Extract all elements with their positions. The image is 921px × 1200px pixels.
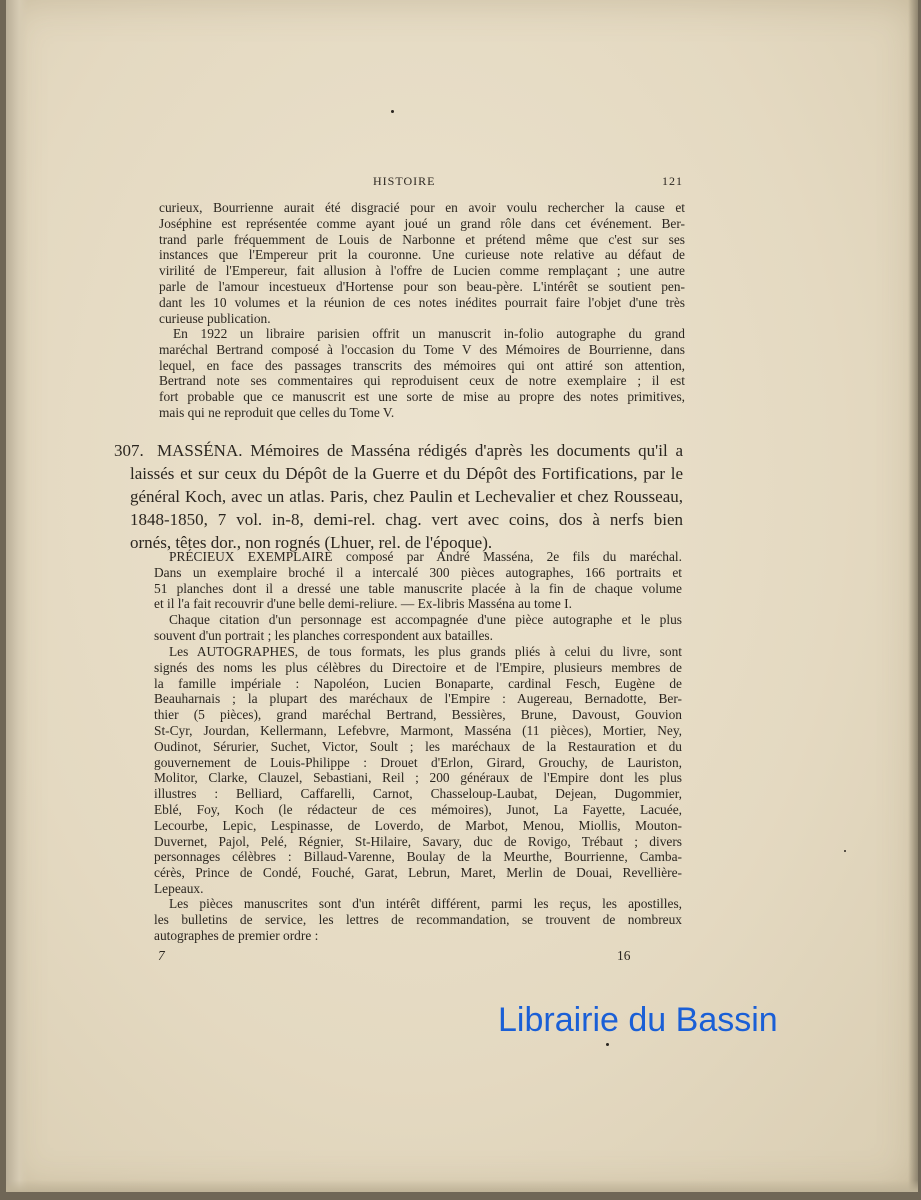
- text-line: thier (5 pièces), grand maréchal Bertrand, Bessières, Brune, Davoust, Gouvion: [154, 707, 682, 723]
- text-line: souvent d'un portrait ; les planches correspondent aux batailles.: [154, 627, 493, 643]
- text-line: Bertrand note ses commentaires qui reproduisent ceux de notre exemplaire ; il est: [159, 373, 685, 389]
- text-line: la famille impériale : Napoléon, Lucien Bonaparte, cardinal Fesch, Eugène de: [154, 675, 682, 691]
- text-line: ornés, têtes dor., non rognés (Lhuer, rel. de l'époque).: [130, 533, 493, 553]
- paragraph-autographes: [154, 644, 682, 897]
- page-edge: [908, 0, 918, 1192]
- text-line: signés des noms les plus célèbres du Directoire et de l'Empire, plusieurs membres de: [154, 659, 682, 675]
- text-line: illustres : Belliard, Caffarelli, Carnot, Chasseloup-Laubat, Dejean, Dugommier,: [154, 786, 682, 802]
- text-line: Chaque citation d'un personnage est accompagnée d'une pièce autographe et le plus: [169, 612, 682, 627]
- text-line: Joséphine est représentée comme ayant joué un grand rôle dans cet événement. Ber-: [159, 215, 685, 231]
- ink-speck: [844, 850, 846, 852]
- text-line: personnages célèbres : Billaud-Varenne, Boulay de la Meurthe, Bourrienne, Camba-: [154, 849, 682, 865]
- sheet-number: 16: [617, 948, 631, 963]
- paragraph-citation: [154, 612, 682, 644]
- text-line: Les pièces manuscrites sont d'un intérêt différent, parmi les reçus, les apostilles,: [169, 896, 682, 911]
- paragraph-manuscript: [159, 326, 685, 421]
- text-line: Molitor, Clarke, Clauzel, Sebastiani, Reil ; 200 généraux de l'Empire dont les plus: [154, 770, 682, 786]
- text-line: Lepeaux.: [154, 880, 204, 896]
- text-line: Oudinot, Sérurier, Suchet, Victor, Soult ; les maréchaux de la Restauration et du: [154, 738, 682, 754]
- lot-title-line: MASSÉNA. Mémoires de Masséna rédigés d'après les documents qu'il a: [157, 441, 683, 460]
- lot-description: [130, 439, 683, 554]
- text-line: Eblé, Foy, Koch (le rédacteur de ces mémoires), Junot, La Fayette, Lacuée,: [154, 801, 682, 817]
- text-line: maréchal Bertrand composé à l'occasion du Tome V des Mémoires de Bourrienne, dans: [159, 341, 685, 357]
- watermark-text: Librairie du Bassin: [498, 1001, 778, 1039]
- text-line: les bulletins de service, les lettres de recommandation, se trouvent de nombreux: [154, 911, 682, 927]
- text-line: En 1922 un libraire parisien offrit un manuscrit in-folio autographe du grand: [173, 326, 685, 341]
- text-line: Duvernet, Pajol, Pelé, Régnier, St-Hilaire, Savary, duc de Rovigo, Trébaut ; divers: [154, 833, 682, 849]
- text-line: cérès, Prince de Condé, Fouché, Garat, Lebrun, Maret, Merlin de Douai, Revellière-: [154, 865, 682, 881]
- text-line: virilité de l'Empereur, fait allusion à l'offre de Lucien comme remplaçant ; une autre: [159, 263, 685, 279]
- page-gutter: [6, 0, 28, 1192]
- paragraph-precieux: [154, 549, 682, 612]
- text-line: dant les 10 volumes et la réunion de ces notes inédites pourrait faire l'objet d'une très: [159, 294, 685, 310]
- text-line: St-Cyr, Jourdan, Kellermann, Lefebvre, Marmont, Masséna (11 pièces), Mortier, Ney,: [154, 722, 682, 738]
- text-line: Lecourbe, Lepic, Lespinasse, de Loverdo, de Marbot, Menou, Miollis, Mouton-: [154, 817, 682, 833]
- text-line: général Koch, avec un atlas. Paris, chez Paulin et Lechevalier et chez Rousseau,: [130, 487, 683, 507]
- text-line: 51 planches dont il a dressé une table manuscrite placée à la fin de chaque volume: [154, 580, 682, 596]
- text-line: curieuse publication.: [159, 310, 271, 326]
- running-header: HISTOIRE: [373, 174, 436, 188]
- text-line: fort probable que ce manuscrit est une sorte de mise au propre des notes primitives,: [159, 389, 685, 405]
- text-line: lequel, en face des passages transcrits des mémoires qui ont attiré son attention,: [159, 357, 685, 373]
- page-number: 121: [662, 174, 683, 188]
- lot-number: 307.: [114, 441, 144, 460]
- text-line: Beauharnais ; la plupart des maréchaux de l'Empire : Augereau, Bernadotte, Ber-: [154, 691, 682, 707]
- text-line: gouvernement de Louis-Philippe : Drouet d'Erlon, Girard, Grouchy, de Lauriston,: [154, 754, 682, 770]
- text-line: laissés et sur ceux du Dépôt de la Guerre et du Dépôt des Fortifications, par le: [130, 464, 683, 484]
- text-line: 1848-1850, 7 vol. in-8, demi-rel. chag. vert avec coins, dos à nerfs bien: [130, 510, 683, 530]
- text-line: et il l'a fait recouvrir d'une belle demi-reliure. — Ex-libris Masséna au tome I.: [154, 596, 572, 612]
- text-line: PRÉCIEUX EXEMPLAIRE composé par André Masséna, 2e fils du maréchal.: [169, 549, 682, 564]
- text-line: Les AUTOGRAPHES, de tous formats, les plus grands pliés à celui du livre, sont: [169, 644, 682, 659]
- signature-mark: 7: [158, 948, 165, 963]
- ink-speck: [391, 110, 394, 113]
- text-line: curieux, Bourrienne aurait été disgracié pour en avoir voulu rechercher la cause et: [159, 200, 685, 215]
- paragraph-pieces-manuscrites: [154, 896, 682, 943]
- text-line: autographes de premier ordre :: [154, 927, 319, 943]
- text-line: trand parle fréquemment de Louis de Narbonne et prétend même que c'est sur ses: [159, 231, 685, 247]
- text-line: instances que l'Empereur prit la couronne. Une curieuse note relative au défaut de: [159, 247, 685, 263]
- text-line: mais qui ne reproduit que celles du Tome V.: [159, 404, 395, 420]
- text-line: parle de l'amour incestueux d'Hortense pour son beau-père. L'intérêt se soutient pen-: [159, 278, 685, 294]
- text-line: Dans un exemplaire broché il a intercalé 300 pièces autographes, 166 portraits et: [154, 564, 682, 580]
- ink-speck: [606, 1043, 609, 1046]
- page-bottom-edge: [6, 1180, 918, 1192]
- paragraph-continuation: [159, 200, 685, 326]
